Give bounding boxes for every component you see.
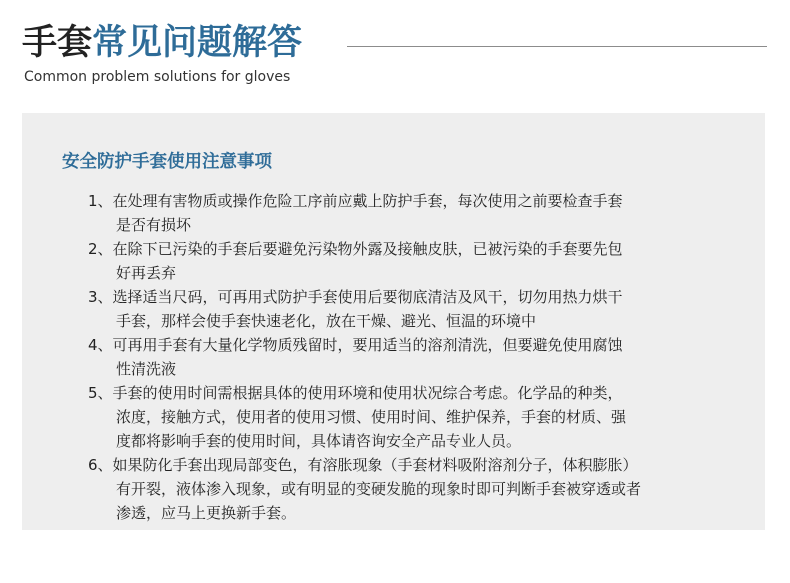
notice-line: 3、选择适当尺码，可再用式防护手套使用后要彻底清洁及风干，切勿用热力烘干 (88, 288, 623, 306)
notice-line: 有开裂，液体渗入现象，或有明显的变硬发脆的现象时即可判断手套被穿透或者 (116, 480, 642, 498)
notice-panel (22, 113, 765, 530)
notice-line: 手套，那样会使手套快速老化，放在干燥、避光、恒温的环境中 (116, 312, 537, 330)
page-header (0, 0, 790, 100)
notice-item-4 (88, 333, 760, 381)
notice-list (88, 189, 760, 525)
title-divider (347, 46, 767, 47)
page-title-dark: 手套 (22, 23, 93, 63)
notice-line: 是否有损坏 (116, 216, 192, 234)
notice-line: 浓度，接触方式，使用者的使用习惯、使用时间、维护保养，手套的材质、强 (116, 408, 627, 426)
notice-line: 好再丢弃 (116, 264, 177, 282)
notice-line: 度都将影响手套的使用时间，具体请咨询安全产品专业人员。 (116, 432, 522, 450)
notice-line: 2、在除下已污染的手套后要避免污染物外露及接触皮肤，已被污染的手套要先包 (88, 240, 623, 258)
notice-item-1 (88, 189, 760, 237)
notice-line: 6、如果防化手套出现局部变色，有溶胀现象（手套材料吸附溶剂分子，体积膨胀） (88, 456, 638, 474)
page-title (22, 22, 302, 64)
notice-line: 4、可再用手套有大量化学物质残留时，要用适当的溶剂清洗，但要避免使用腐蚀 (88, 336, 623, 354)
panel-heading: 安全防护手套使用注意事项 (62, 152, 272, 172)
notice-line: 性清洗液 (116, 360, 177, 378)
notice-item-6 (88, 453, 760, 525)
page-subtitle: Common problem solutions for gloves (24, 69, 291, 85)
notice-line: 1、在处理有害物质或操作危险工序前应戴上防护手套，每次使用之前要检查手套 (88, 192, 623, 210)
notice-line: 5、手套的使用时间需根据具体的使用环境和使用状况综合考虑。化学品的种类， (88, 384, 623, 402)
notice-item-2 (88, 237, 760, 285)
notice-item-5 (88, 381, 760, 453)
notice-item-3 (88, 285, 760, 333)
page-title-accent: 常见问题解答 (92, 23, 303, 63)
notice-line: 渗透，应马上更换新手套。 (116, 504, 297, 522)
